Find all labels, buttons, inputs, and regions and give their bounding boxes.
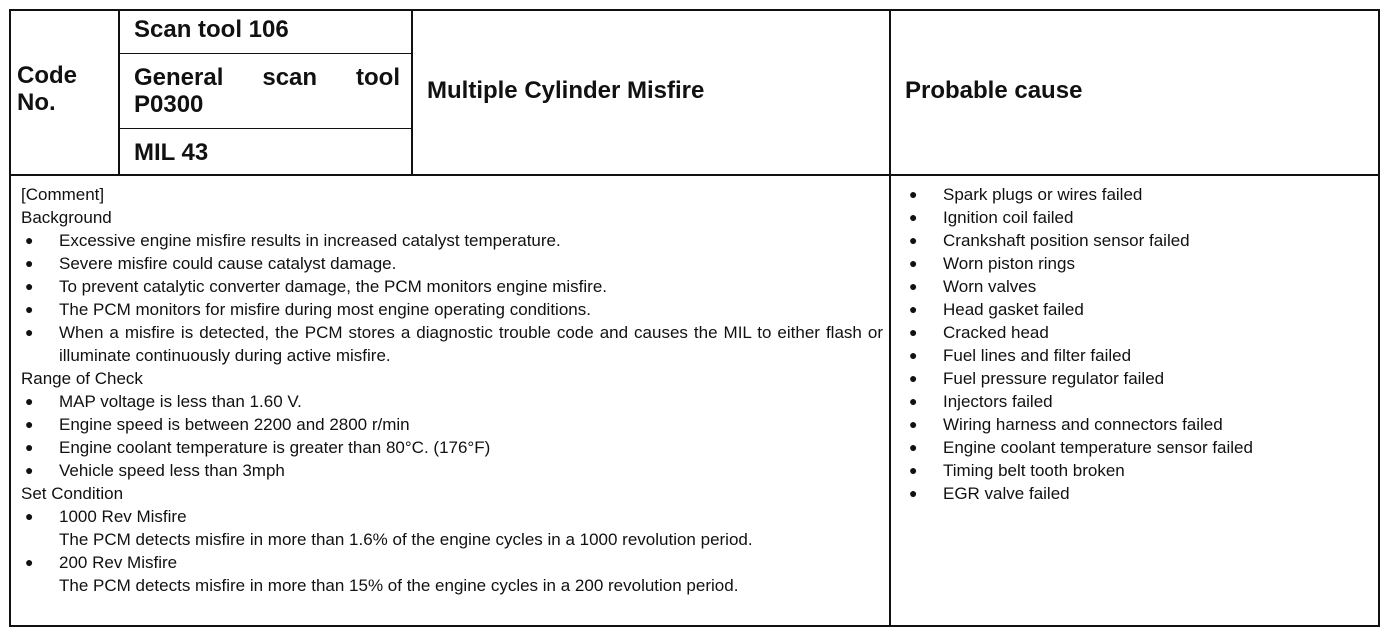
probable-cause-item-text: Timing belt tooth broken <box>943 461 1125 480</box>
bullet-icon: ● <box>909 255 918 271</box>
set-condition-item-text: 1000 Rev Misfire <box>59 507 187 526</box>
bullet-icon: ● <box>25 462 34 478</box>
bullet-icon: ● <box>909 278 918 294</box>
divider-cause-col <box>889 9 891 627</box>
range-list <box>21 390 883 482</box>
page-title: Multiple Cylinder Misfire <box>427 77 705 104</box>
probable-cause-item <box>905 183 1375 206</box>
probable-cause-item <box>905 344 1375 367</box>
set-condition-label: Set Condition <box>21 484 124 503</box>
background-item <box>21 252 883 275</box>
background-item-text: The PCM monitors for misfire during most engine operating conditions. <box>59 300 591 319</box>
set-condition-item <box>21 505 883 528</box>
background-item-text: Excessive engine misfire results in increased catalyst temperature. <box>59 231 561 250</box>
divider-scan106 <box>118 53 412 54</box>
comment-label: [Comment] <box>21 185 105 204</box>
bullet-icon: ● <box>909 393 918 409</box>
bullet-icon: ● <box>25 393 34 409</box>
range-item-text: Vehicle speed less than 3mph <box>59 461 285 480</box>
background-item <box>21 229 883 252</box>
bullet-icon: ● <box>25 301 34 317</box>
background-item <box>21 275 883 298</box>
bullet-icon: ● <box>909 301 918 317</box>
probable-cause-item <box>905 252 1375 275</box>
bullet-icon: ● <box>909 370 918 386</box>
divider-code-col <box>118 9 120 176</box>
divider-mil <box>118 128 412 129</box>
bullet-icon: ● <box>909 462 918 478</box>
code-no-heading: Code No. <box>17 62 77 116</box>
probable-cause-item-text: EGR valve failed <box>943 484 1070 503</box>
set-condition-detail: The PCM detects misfire in more than 1.6% of the engine cycles in a 1000 revolution period. <box>59 530 753 549</box>
divider-scan-col <box>411 9 413 176</box>
probable-cause-item-text: Fuel lines and filter failed <box>943 346 1132 365</box>
set-condition-item-text: 200 Rev Misfire <box>59 553 178 572</box>
comment-section <box>21 183 883 597</box>
bullet-icon: ● <box>909 439 918 455</box>
set-condition-detail: The PCM detects misfire in more than 15% of the engine cycles in a 200 revolution period. <box>59 576 739 595</box>
bullet-icon: ● <box>25 554 34 570</box>
background-label: Background <box>21 208 112 227</box>
probable-cause-item <box>905 229 1375 252</box>
probable-cause-item <box>905 298 1375 321</box>
range-item <box>21 413 883 436</box>
probable-cause-item <box>905 275 1375 298</box>
probable-cause-item <box>905 206 1375 229</box>
background-item <box>21 321 883 367</box>
range-item <box>21 459 883 482</box>
general-scan-tool-code: General scan tool P0300 <box>134 64 400 118</box>
bullet-icon: ● <box>909 485 918 501</box>
probable-cause-item <box>905 390 1375 413</box>
probable-cause-item-text: Engine coolant temperature sensor failed <box>943 438 1253 457</box>
bullet-icon: ● <box>909 186 918 202</box>
probable-cause-item-text: Ignition coil failed <box>943 208 1074 227</box>
set-condition-item <box>21 551 883 574</box>
bullet-icon: ● <box>909 347 918 363</box>
probable-cause-item-text: Worn valves <box>943 277 1037 296</box>
probable-cause-item-text: Fuel pressure regulator failed <box>943 369 1165 388</box>
probable-cause-list <box>905 183 1375 505</box>
divider-header-body <box>9 174 1380 176</box>
background-item-text: To prevent catalytic converter damage, the PCM monitors engine misfire. <box>59 277 608 296</box>
probable-cause-item-text: Wiring harness and connectors failed <box>943 415 1223 434</box>
probable-cause-item <box>905 413 1375 436</box>
bullet-icon: ● <box>25 416 34 432</box>
bullet-icon: ● <box>25 439 34 455</box>
bullet-icon: ● <box>25 324 34 340</box>
bullet-icon: ● <box>909 232 918 248</box>
probable-cause-heading: Probable cause <box>905 77 1083 104</box>
bullet-icon: ● <box>909 324 918 340</box>
background-item-text: When a misfire is detected, the PCM stores a diagnostic trouble code and causes the MIL to either flash or illuminate continuously during active misfire. <box>59 323 883 365</box>
probable-cause-item <box>905 482 1375 505</box>
background-item <box>21 298 883 321</box>
background-item-text: Severe misfire could cause catalyst damage. <box>59 254 397 273</box>
probable-cause-item-text: Cracked head <box>943 323 1049 342</box>
probable-cause-item-text: Injectors failed <box>943 392 1053 411</box>
range-item-text: Engine speed is between 2200 and 2800 r/min <box>59 415 410 434</box>
probable-cause-item <box>905 436 1375 459</box>
scan-tool-106-code: Scan tool 106 <box>134 16 289 43</box>
bullet-icon: ● <box>25 508 34 524</box>
range-item <box>21 436 883 459</box>
probable-cause-item-text: Head gasket failed <box>943 300 1084 319</box>
range-label: Range of Check <box>21 369 143 388</box>
probable-cause-item-text: Worn piston rings <box>943 254 1075 273</box>
probable-cause-item <box>905 367 1375 390</box>
range-item-text: Engine coolant temperature is greater than 80°C. (176°F) <box>59 438 491 457</box>
bullet-icon: ● <box>25 255 34 271</box>
probable-cause-item-text: Crankshaft position sensor failed <box>943 231 1190 250</box>
probable-cause-item <box>905 321 1375 344</box>
bullet-icon: ● <box>25 232 34 248</box>
set-condition-list <box>21 505 883 597</box>
bullet-icon: ● <box>909 209 918 225</box>
probable-cause-item-text: Spark plugs or wires failed <box>943 185 1143 204</box>
range-item <box>21 390 883 413</box>
background-list <box>21 229 883 367</box>
range-item-text: MAP voltage is less than 1.60 V. <box>59 392 302 411</box>
probable-cause-item <box>905 459 1375 482</box>
bullet-icon: ● <box>909 416 918 432</box>
mil-code: MIL 43 <box>134 139 209 166</box>
bullet-icon: ● <box>25 278 34 294</box>
